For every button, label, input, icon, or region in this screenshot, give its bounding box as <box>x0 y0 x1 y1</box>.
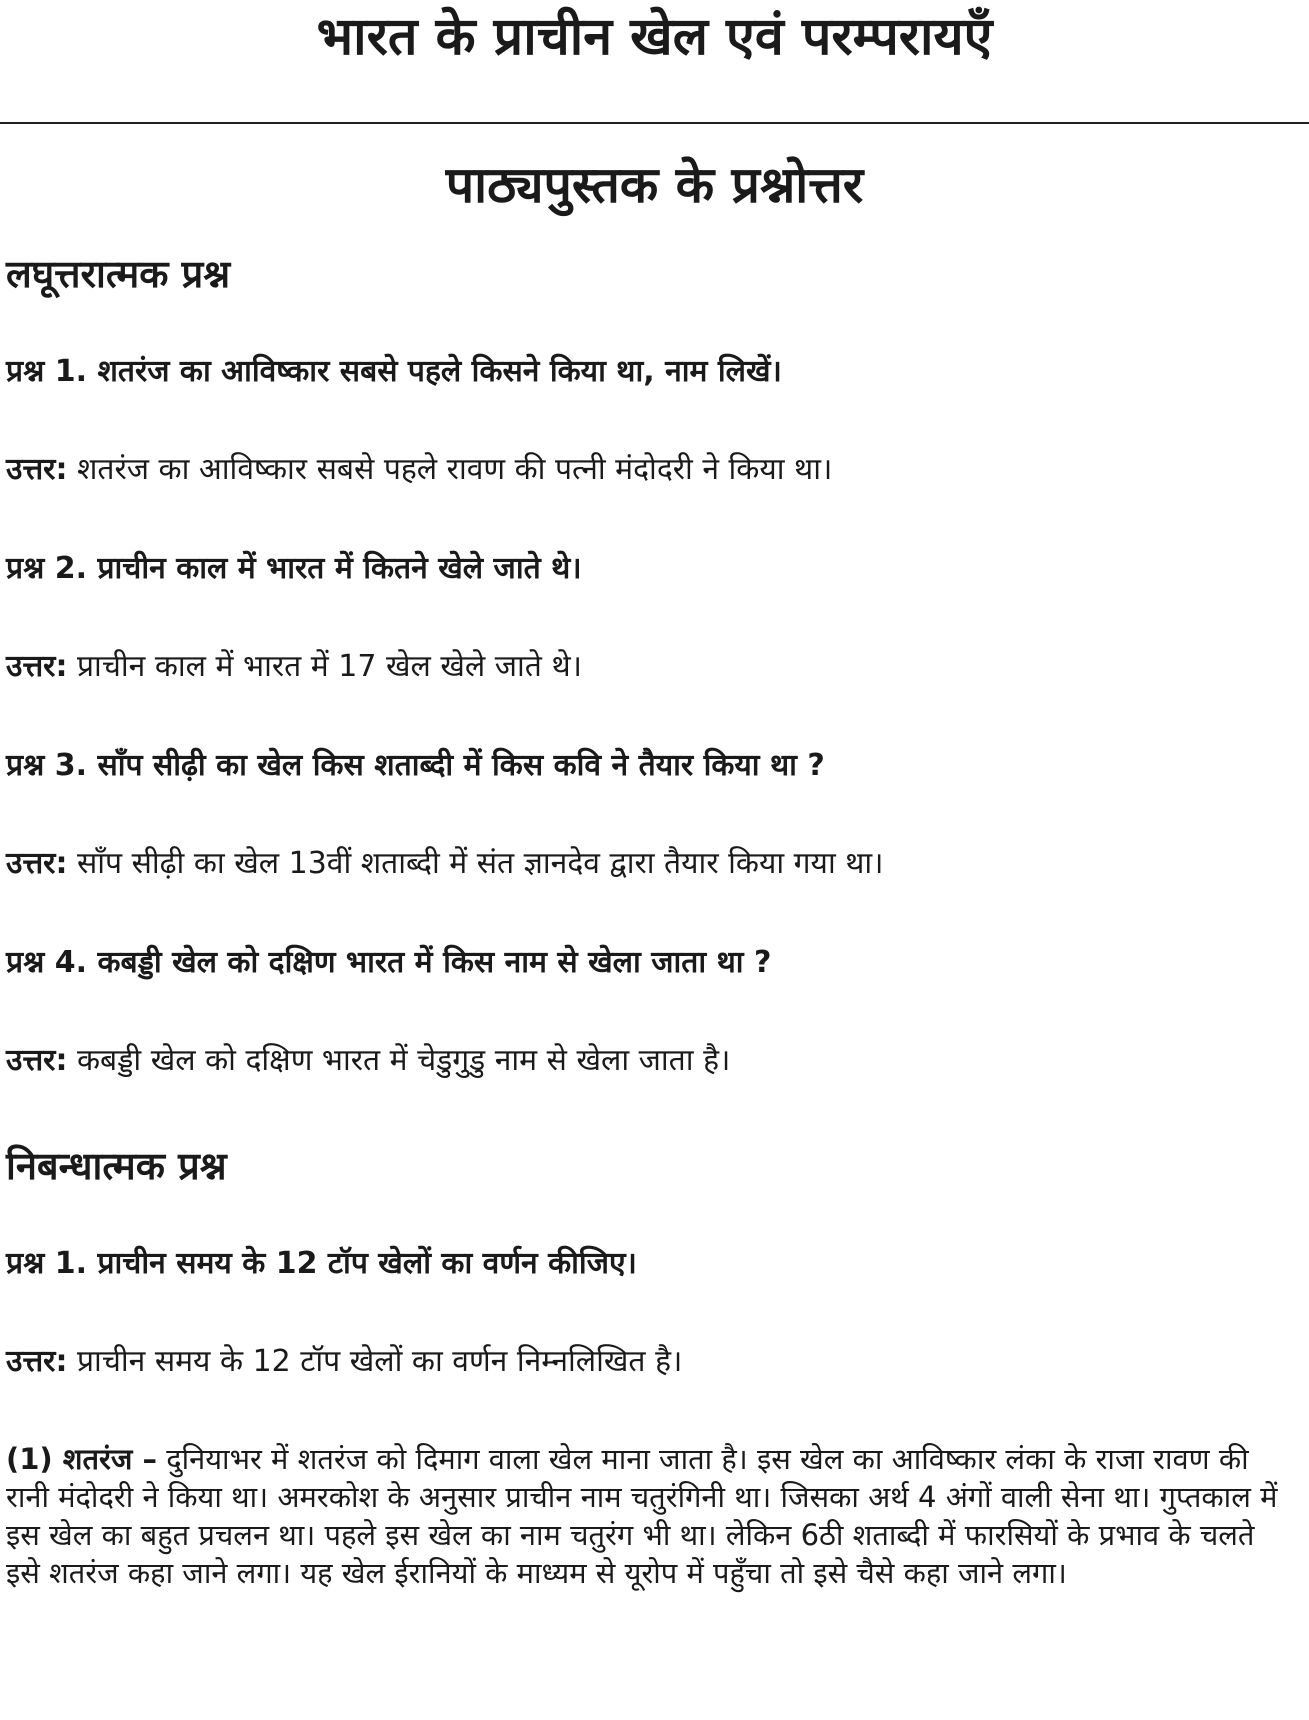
answer-label: उत्तर: <box>6 452 68 487</box>
section-title: पाठ्यपुस्तक के प्रश्नोत्तर <box>445 156 864 214</box>
answer-2 <box>6 645 582 689</box>
answer-1 <box>6 448 832 492</box>
question-1: प्रश्न 1. शतरंज का आविष्कार सबसे पहले किसने किया था, नाम लिखें। <box>6 354 782 389</box>
title-divider <box>0 122 1309 124</box>
essay-answer-1 <box>6 1340 682 1384</box>
answer-text: शतरंज का आविष्कार सबसे पहले रावण की पत्नी मंदोदरी ने किया था। <box>76 452 833 487</box>
answer-label: उत्तर: <box>6 649 68 684</box>
question-4: प्रश्न 4. कबड्डी खेल को दक्षिण भारत में किस नाम से खेला जाता था ? <box>6 945 772 980</box>
paragraph-heading: (1) शतरंज – <box>6 1442 158 1476</box>
short-answer-heading: लघूत्तरात्मक प्रश्न <box>6 252 231 296</box>
answer-label: उत्तर: <box>6 1043 68 1078</box>
answer-label: उत्तर: <box>6 1344 68 1379</box>
answer-text: प्राचीन काल में भारत में 17 खेल खेले जाते थे। <box>76 649 582 684</box>
answer-text: कबड्डी खेल को दक्षिण भारत में चेडुगुडु नाम से खेला जाता है। <box>76 1043 731 1078</box>
question-3: प्रश्न 3. साँप सीढ़ी का खेल किस शताब्दी में किस कवि ने तैयार किया था ? <box>6 748 825 783</box>
essay-heading: निबन्धात्मक प्रश्न <box>6 1144 227 1188</box>
document-title: भारत के प्राचीन खेल एवं परम्परायएँ <box>316 7 993 67</box>
answer-label: उत्तर: <box>6 846 68 881</box>
answer-text: साँप सीढ़ी का खेल 13वीं शताब्दी में संत ज्ञानदेव द्वारा तैयार किया गया था। <box>76 846 884 881</box>
chess-paragraph <box>6 1440 1296 1592</box>
essay-question-1: प्रश्न 1. प्राचीन समय के 12 टॉप खेलों का वर्णन कीजिए। <box>6 1246 637 1281</box>
question-2: प्रश्न 2. प्राचीन काल में भारत में कितने खेले जाते थे। <box>6 551 582 586</box>
answer-4 <box>6 1039 730 1083</box>
answer-3 <box>6 842 884 886</box>
paragraph-text: दुनियाभर में शतरंज को दिमाग वाला खेल माना जाता है। इस खेल का आविष्कार लंका के राजा रावण की रानी मंदोदरी ने किया था। अमरकोश के अनुसार प्राचीन नाम चतुरंगिनी था। जिसका अर्थ 4 अंगों वाली सेना था। गुप्तकाल में इस खेल का बहुत प्रचलन था। पहले इस खेल का नाम चतुरंग भी था। लेकिन 6ठी शताब्दी में फारसियों के प्रभाव के चलते इसे शतरंज कहा जाने लगा। यह खेल ईरानियों के माध्यम से यूरोप में पहुँचा तो इसे चैसे कहा जाने लगा। <box>6 1442 1278 1590</box>
answer-text: प्राचीन समय के 12 टॉप खेलों का वर्णन निम्नलिखित है। <box>76 1344 683 1379</box>
